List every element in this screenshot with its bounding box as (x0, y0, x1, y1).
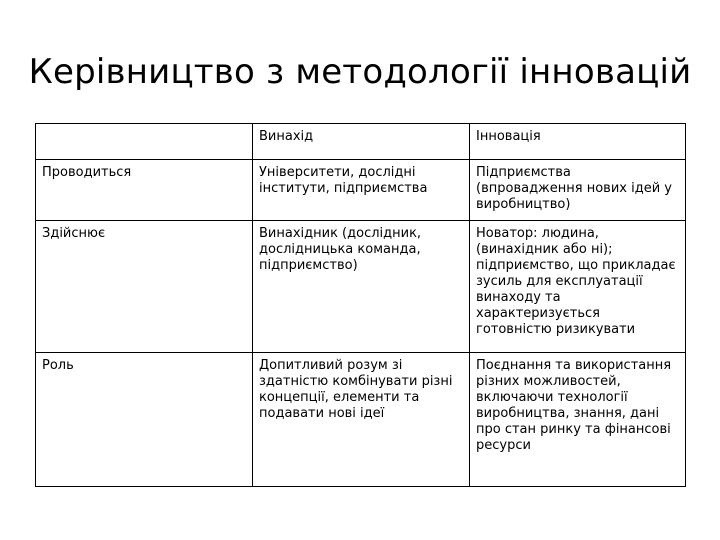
header-cell-empty (36, 124, 253, 160)
table-header-row (36, 124, 686, 160)
header-cell-invention: Винахід (253, 124, 470, 160)
table-row (36, 353, 686, 487)
row-label: Проводиться (36, 160, 253, 221)
row-label: Роль (36, 353, 253, 487)
row-label: Здійснює (36, 221, 253, 353)
invention-cell: Університети, дослідні інститути, підприємства (253, 160, 470, 221)
table-row (36, 221, 686, 353)
invention-cell: Винахідник (дослідник, дослідницька команда, підприємство) (253, 221, 470, 353)
invention-cell: Допитливий розум зі здатністю комбінувати різні концепції, елементи та подавати нові ідеї (253, 353, 470, 487)
innovation-cell: Новатор: людина, (винахідник або ні); підприємство, що прикладає зусиль для експлуатації винаходу та характеризується готовністю ризикувати (470, 221, 686, 353)
header-cell-innovation: Інновація (470, 124, 686, 160)
slide-title: Керівництво з методології інновацій (28, 52, 692, 92)
table-row (36, 160, 686, 221)
innovation-cell: Підприємства (впровадження нових ідей у виробництво) (470, 160, 686, 221)
innovation-cell: Поєднання та використання різних можливостей, включаючи технології виробництва, знання, дані про стан ринку та фінансові ресурси (470, 353, 686, 487)
comparison-table (35, 123, 686, 487)
